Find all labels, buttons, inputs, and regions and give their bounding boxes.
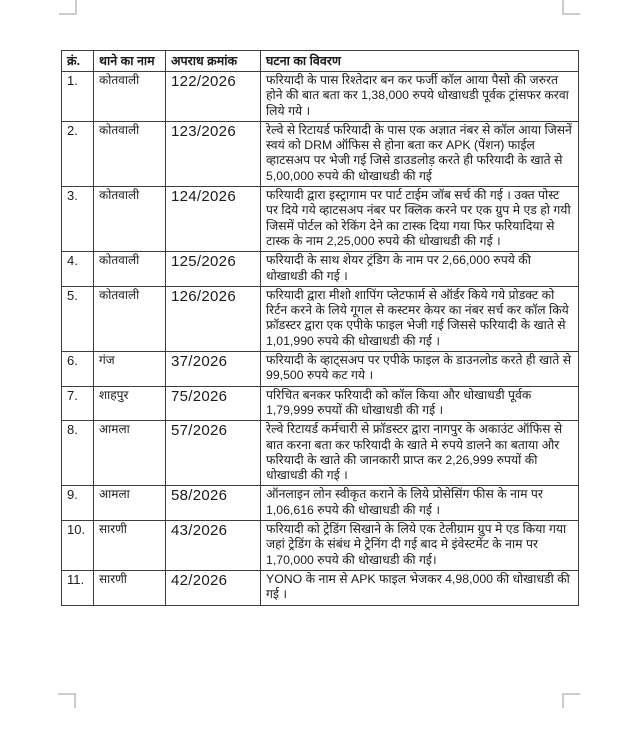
station-cell: गंज (94, 352, 166, 387)
description-cell: ऑनलाइन लोन स्वीकृत कराने के लिये प्रोसेसिंग फीस के नाम पर 1,06,616 रुपये की धोखाधडी की गई । (261, 486, 579, 521)
description-cell: फरियादी के पास रिश्तेदार बन कर फर्जी कॉल आया पैसो की जरुरत होने की बात बता कर 1,38,000 रुपये धोखाधडी पूर्वक ट्रांसफर करवा लिये गये । (261, 72, 579, 122)
crime-number-cell: 57/2026 (166, 421, 261, 486)
table-row (62, 421, 579, 486)
page-corner-mark-top-left (59, 0, 77, 15)
column-header-serial: क्रं. (62, 51, 94, 72)
table-row (62, 386, 579, 421)
serial-cell: 4. (62, 252, 94, 287)
column-header-description: घटना का विवरण (261, 51, 579, 72)
station-cell: आमला (94, 421, 166, 486)
serial-cell: 3. (62, 187, 94, 252)
crime-number-cell: 37/2026 (166, 352, 261, 387)
serial-cell: 10. (62, 521, 94, 571)
page-corner-mark-top-right (562, 0, 580, 15)
serial-cell: 2. (62, 121, 94, 186)
crime-number-cell: 42/2026 (166, 570, 261, 605)
crime-number-cell: 43/2026 (166, 521, 261, 571)
serial-cell: 11. (62, 570, 94, 605)
serial-cell: 1. (62, 72, 94, 122)
description-cell: फरियादी द्वारा इस्ट्रागाम पर पार्ट टाईम जॉब सर्च की गई । उक्त पोस्ट पर दिये गये व्हाटसअप नंबर पर क्लिक करने पर एक ग्रुप मे एड हो गयी जिसमें पोर्टल को रेकिंग देने का टास्क दिया गया फिर फरियादिया से टास्क के नाम 2,25,000 रुपये की धोखाधडी की गई । (261, 187, 579, 252)
crime-number-cell: 123/2026 (166, 121, 261, 186)
serial-cell: 8. (62, 421, 94, 486)
table-row (62, 486, 579, 521)
description-cell: परिचित बनकर फरियादी को कॉल किया और धोखाधडी पूर्वक 1,79,999 रुपयों की धोखाधडी की गई । (261, 386, 579, 421)
station-cell: आमला (94, 486, 166, 521)
station-cell: कोतवाली (94, 121, 166, 186)
station-cell: सारणी (94, 521, 166, 571)
table-row (62, 187, 579, 252)
table-row (62, 121, 579, 186)
crime-number-cell: 58/2026 (166, 486, 261, 521)
table-row (62, 570, 579, 605)
page-corner-mark-bottom-right (562, 693, 580, 708)
crime-report-table (61, 50, 579, 606)
description-cell: फरियादी के साथ शेयर ट्रंडिग के नाम पर 2,66,000 रुपये की धोखाधडी की गई । (261, 252, 579, 287)
crime-number-cell: 75/2026 (166, 386, 261, 421)
table-row (62, 72, 579, 122)
description-cell: फरियादी द्वारा मीशो शापिंग प्लेटफार्म से ऑर्डर किये गये प्रोडक्ट को रिर्टन करने के लिये गूगल से कस्टमर केयर का नंबर सर्च कर कॉल किये फ्रॉडस्टर द्वारा एक एपीके फाइल भेजी गई जिससे फरियादी के खाते से 1,01,990 रुपये की धोखाधडी की गई । (261, 286, 579, 351)
description-cell: फरियादी के व्हाट्सअप पर एपीके फाइल के डाउनलोड करते ही खाते से 99,500 रुपये कट गये । (261, 352, 579, 387)
description-cell: YONO के नाम से APK फाइल भेजकर 4,98,000 की धोखाधडी की गई । (261, 570, 579, 605)
description-cell: फरियादी को ट्रेडिंग सिखाने के लिये एक टेलीग्राम ग्रुप मे एड किया गया जहां ट्रेडिंग के संबंध मे ट्रेनिंग दी गई बाद मे इंवेस्टमेंट के नाम पर 1,70,000 रुपये की धोखाधडी की गई। (261, 521, 579, 571)
column-header-crime-number: अपराध क्रमांक (166, 51, 261, 72)
crime-number-cell: 125/2026 (166, 252, 261, 287)
crime-number-cell: 124/2026 (166, 187, 261, 252)
station-cell: कोतवाली (94, 72, 166, 122)
description-cell: रेल्वे से रिटायर्ड फरियादी के पास एक अज्ञात नंबर से कॉल आया जिसनें स्वयं को DRM ऑफिस से होना बता कर APK (पेंशन) फाईल व्हाटसअप पर भेजी गई जिसे डाउडलोड़ करते ही फरियादी के खाते से 5,00,000 रुपये की धोखाधडी की गई (261, 121, 579, 186)
table-row (62, 352, 579, 387)
crime-number-cell: 122/2026 (166, 72, 261, 122)
table-row (62, 521, 579, 571)
serial-cell: 5. (62, 286, 94, 351)
station-cell: कोतवाली (94, 286, 166, 351)
station-cell: कोतवाली (94, 252, 166, 287)
serial-cell: 6. (62, 352, 94, 387)
description-cell: रेल्वे रिटायर्ड कर्मचारी से फ्रॉडस्टर द्वारा नागपुर के अकाउंट ऑफिस से बात करना बता कर फरियादी के खाते मे रुपये डालने का बताया और फरियादी के खाते की जानकारी प्राप्त कर 2,26,999 रुपयों की धोखाधडी की गई । (261, 421, 579, 486)
column-header-station: थाने का नाम (94, 51, 166, 72)
station-cell: कोतवाली (94, 187, 166, 252)
station-cell: सारणी (94, 570, 166, 605)
table-row (62, 286, 579, 351)
serial-cell: 7. (62, 386, 94, 421)
page-corner-mark-bottom-left (58, 693, 76, 708)
table-header-row (62, 51, 579, 72)
table-row (62, 252, 579, 287)
crime-number-cell: 126/2026 (166, 286, 261, 351)
serial-cell: 9. (62, 486, 94, 521)
station-cell: शाहपुर (94, 386, 166, 421)
